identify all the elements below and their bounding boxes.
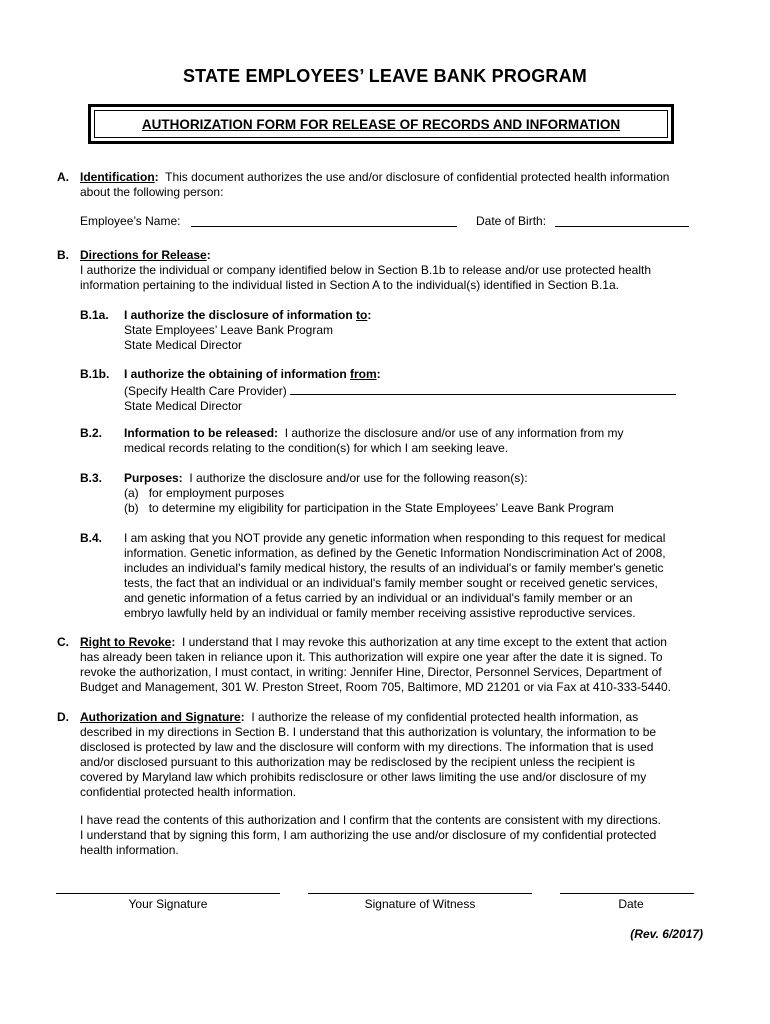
section-d-line: disclosed is protected by law and the disclosure will conform with my directions. The information that is used <box>80 740 654 754</box>
section-b-heading: Directions for Release <box>80 248 207 262</box>
b1b-heading: I authorize the obtaining of information <box>124 367 350 381</box>
subtitle-box <box>88 104 674 144</box>
employee-name-field[interactable] <box>191 214 457 227</box>
section-b-body: Directions for Release: I authorize the individual or company identified below in Section B.1b to release and/or use protected health information pertaining to the individual listed in Section A to the individual(s) identified in Section B.1a. <box>80 248 652 292</box>
section-a-text: This document authorizes the use and/or disclosure of confidential protected health information <box>165 170 670 184</box>
b1a-heading-to: to <box>356 308 368 322</box>
b3-text: I authorize the disclosure and/or use for the following reason(s): <box>189 471 528 485</box>
b4-number: B.4. <box>80 531 103 545</box>
section-b-text2: information pertaining to the individual listed in Section A to the individual(s) identified in Section B.1a. <box>80 278 619 292</box>
your-signature-line[interactable] <box>56 893 280 894</box>
date-label: Date <box>618 897 644 911</box>
section-d-para2-body <box>80 813 710 858</box>
b4-line: information. Genetic information, as defined by the Genetic Information Nondiscrimination Act of 2008, <box>124 546 666 560</box>
section-c-line: has already been taken in reliance upon it. This authorization will expire one year after the date it is signed. To <box>80 650 663 664</box>
dob-label: Date of Birth: <box>476 214 547 228</box>
section-a-text2: about the following person: <box>80 185 224 199</box>
b1b-body: I authorize the obtaining of information from: (Specify Health Care Provider) State Medical Director <box>124 367 704 414</box>
section-d-heading: Authorization and Signature <box>80 710 241 724</box>
b2-number: B.2. <box>80 426 103 440</box>
b4-line: I am asking that you NOT provide any genetic information when responding to this request for medical <box>124 531 666 545</box>
section-a-letter: A. <box>57 170 69 184</box>
b1b-provider-label: (Specify Health Care Provider) <box>124 384 287 398</box>
section-c-letter: C. <box>57 635 69 649</box>
section-d-text1: I authorize the release of my confidential protected health information, as <box>251 710 639 724</box>
b1a-heading: I authorize the disclosure of information <box>124 308 357 322</box>
section-d-letter: D. <box>57 710 69 724</box>
section-d-para2-line: health information. <box>80 843 179 857</box>
b2-heading: Information to be released: <box>124 426 279 440</box>
date-line[interactable] <box>560 893 694 894</box>
section-c-body: Right to Revoke: I understand that I may revoke this authorization at any time except to the extent that action has already been taken in reliance upon it. This authorization will expire one year after the date it is signed. To revoke the authorization, I must contact, in writing: Jennifer Hine, Director, Personnel Services, Department of Budget and Management, 301 W. Preston Street, Room 705, Baltimore, MD 21201 or via Fax at 410-333-5440. <box>80 635 671 694</box>
section-c-text1: I understand that I may revoke this authorization at any time except to the extent that action <box>182 635 667 649</box>
b3-a-text: for employment purposes <box>148 486 285 500</box>
b1b-number: B.1b. <box>80 367 110 381</box>
b1b-line2: State Medical Director <box>124 399 243 413</box>
section-c-heading: Right to Revoke <box>80 635 172 649</box>
b1b-heading-from: from <box>349 367 377 381</box>
witness-signature-line[interactable] <box>308 893 532 894</box>
section-d-line: confidential protected health information. <box>80 785 297 799</box>
form-subtitle: AUTHORIZATION FORM FOR RELEASE OF RECORDS AND INFORMATION <box>141 116 621 132</box>
section-d-para2-line: I understand that by signing this form, I am authorizing the use and/or disclosure of my confidential protected <box>80 828 657 842</box>
section-d-body: Authorization and Signature: I authorize the release of my confidential protected health information, as described in my directions in Section B. I understand that this authorization is voluntary, the information to be disclosed is protected by law and the disclosure will conform with my directions. The information that is used and/or disclosed pursuant to this authorization may be redisclosed by the recipient unless the recipient is covered by Maryland law which prohibits redisclosure or other laws limiting the use and/or disclosure of my confidential protected health information. <box>80 710 657 799</box>
section-d-para2-line: I have read the contents of this authorization and I confirm that the contents are consistent with my directions. <box>80 813 661 827</box>
section-d-line: covered by Maryland law which prohibits redisclosure or other laws limiting the use and/or disclosure of my <box>80 770 647 784</box>
witness-signature-label: Signature of Witness <box>364 897 476 911</box>
b4-line: and genetic information of a fetus carried by an individual or an individual's family member or an <box>124 591 633 605</box>
section-c-line: Budget and Management, 301 W. Preston Street, Room 705, Baltimore, MD 21201 or via Fax at 410-333-5440. <box>80 680 671 694</box>
section-c-line: revoke the authorization, I must contact, in writing: Jennifer Hine, Director, Personnel Services, Department of <box>80 665 662 679</box>
b2-text1: I authorize the disclosure and/or use of any information from my <box>284 426 624 440</box>
b4-body <box>124 531 704 621</box>
b3-body <box>124 471 704 516</box>
b3-a-label: (a) <box>124 486 139 500</box>
section-a-body: Identification: This document authorizes the use and/or disclosure of confidential protected health information about the following person: <box>80 170 670 199</box>
dob-field[interactable] <box>555 214 689 227</box>
revision-note: (Rev. 6/2017) <box>630 927 703 941</box>
section-b-letter: B. <box>57 248 69 262</box>
section-d-line: and/or disclosed pursuant to this authorization may be redisclosed by the recipient unless the recipient is <box>80 755 635 769</box>
subtitle-box-inner <box>94 110 668 138</box>
b4-line: embryo lawfully held by an individual or family member receiving assistive reproductive services. <box>124 606 636 620</box>
b1a-number: B.1a. <box>80 308 109 322</box>
b3-number: B.3. <box>80 471 103 485</box>
section-a-heading: Identification <box>80 170 155 184</box>
b2-text2: medical records relating to the condition(s) for which I am seeking leave. <box>124 441 509 455</box>
b1a-line1: State Employees’ Leave Bank Program <box>124 323 333 337</box>
provider-field[interactable] <box>290 382 676 395</box>
your-signature-label: Your Signature <box>128 897 208 911</box>
b4-line: tests, the fact that an individual or an individual's family member sought or received genetic services, <box>124 576 658 590</box>
employee-name-label: Employee’s Name: <box>80 214 181 228</box>
b1a-line2: State Medical Director <box>124 338 243 352</box>
b2-body <box>124 426 704 456</box>
b3-b-text: to determine my eligibility for participation in the State Employees’ Leave Bank Program <box>148 501 614 515</box>
b3-heading: Purposes: <box>124 471 183 485</box>
section-d-line: described in my directions in Section B. I understand that this authorization is voluntary, the information to be <box>80 725 657 739</box>
b1a-body: I authorize the disclosure of information to: State Employees’ Leave Bank Program State Medical Director <box>124 308 372 352</box>
section-b-text1: I authorize the individual or company identified below in Section B.1b to release and/or use protected health <box>80 263 652 277</box>
b3-b-label: (b) <box>124 501 139 515</box>
form-title: STATE EMPLOYEES’ LEAVE BANK PROGRAM <box>182 66 588 86</box>
b4-line: includes an individual's family medical history, the results of an individual's or family member's genetic <box>124 561 664 575</box>
